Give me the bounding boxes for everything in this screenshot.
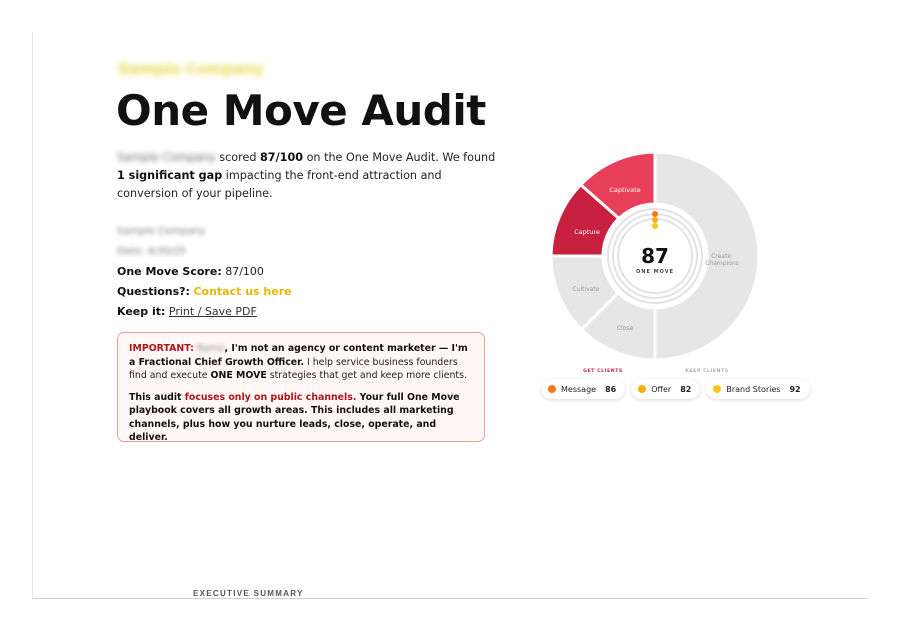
company-line: Sample Company	[117, 226, 206, 237]
questions-label: Questions?:	[117, 285, 190, 298]
offer-marker	[652, 217, 658, 223]
date-line: Date: 4/30/25	[117, 246, 186, 257]
legend-value: 82	[680, 384, 692, 394]
notice-text: , I'm not an agency or content marketer — I'm a	[129, 343, 468, 368]
segment-label-close: Close	[616, 325, 634, 332]
legend-message	[541, 379, 625, 399]
segment-label-capture: Capture	[574, 228, 600, 236]
notice-text: strategies that get and keep more clients.	[266, 370, 467, 381]
page-title: One Move Audit	[116, 86, 486, 135]
section-footer-label: EXECUTIVE SUMMARY	[193, 589, 304, 598]
score-value: 87/100	[221, 265, 264, 278]
intro-text: impacting the front-end attraction and conversion of your pipeline.	[117, 169, 442, 200]
message-marker	[652, 211, 658, 217]
wheel-score: 87	[641, 244, 669, 268]
print-save-pdf-link[interactable]: Print / Save PDF	[168, 305, 257, 318]
notice-text: Your full One Move playbook covers all growth areas. This includes all marketing channels, plus how you nurture leads, close, operate, and deliver.	[129, 391, 460, 443]
contact-us-link[interactable]: Contact us here	[193, 285, 292, 298]
legend-value: 92	[789, 384, 801, 394]
bottom-divider	[32, 598, 868, 599]
segment-label-cultivate: Cultivate	[572, 286, 600, 293]
intro-paragraph	[117, 149, 497, 203]
score-label: One Move Score:	[117, 265, 222, 278]
legend-label: Offer	[651, 384, 672, 394]
get-clients-label: GET CLIENTS	[583, 369, 623, 374]
brand-stories-marker	[652, 223, 658, 229]
segment-label-captivate: Captivate	[609, 186, 641, 194]
intro-score: 87/100	[260, 151, 304, 164]
intro-text: on the One Move Audit. We found	[303, 151, 496, 164]
dot-icon	[713, 385, 721, 393]
name-blurred: Name	[196, 343, 225, 354]
legend-brand-stories	[706, 379, 809, 399]
legend-value: 86	[605, 384, 617, 394]
notice-one-move: ONE MOVE	[210, 370, 267, 381]
one-move-wheel	[544, 146, 766, 376]
company-name-blurred: Sample Company	[117, 151, 216, 164]
page-edge	[32, 32, 33, 598]
important-notice	[117, 332, 485, 442]
company-tag: Sample Company	[118, 60, 265, 78]
audit-info	[117, 222, 292, 322]
intro-text: scored	[215, 151, 261, 164]
dot-icon	[548, 385, 556, 393]
notice-red-text: focuses only on public channels.	[184, 391, 357, 403]
score-row	[117, 262, 292, 282]
create-label-line-1: Create	[711, 253, 732, 260]
legend-offer	[631, 379, 700, 399]
notice-paragraph-1	[129, 342, 473, 383]
score-legend	[541, 379, 810, 399]
notice-paragraph-2	[129, 391, 473, 445]
important-label: IMPORTANT:	[129, 343, 194, 354]
questions-row	[117, 282, 292, 302]
notice-title: Fractional Chief Growth Officer.	[138, 356, 305, 368]
notice-text: This audit	[129, 391, 185, 403]
keep-clients-label: KEEP CLIENTS	[685, 369, 729, 374]
legend-label: Message	[561, 384, 597, 394]
dot-icon	[638, 385, 646, 393]
create-label-line-2: Champions	[705, 260, 739, 267]
keep-row	[117, 302, 292, 322]
intro-gap: 1 significant gap	[117, 169, 223, 182]
legend-label: Brand Stories	[726, 384, 781, 394]
wheel-score-caption: ONE MOVE	[636, 269, 674, 275]
notice-text: I help service business founders find and execute	[129, 356, 458, 381]
keep-label: Keep it:	[117, 305, 166, 318]
